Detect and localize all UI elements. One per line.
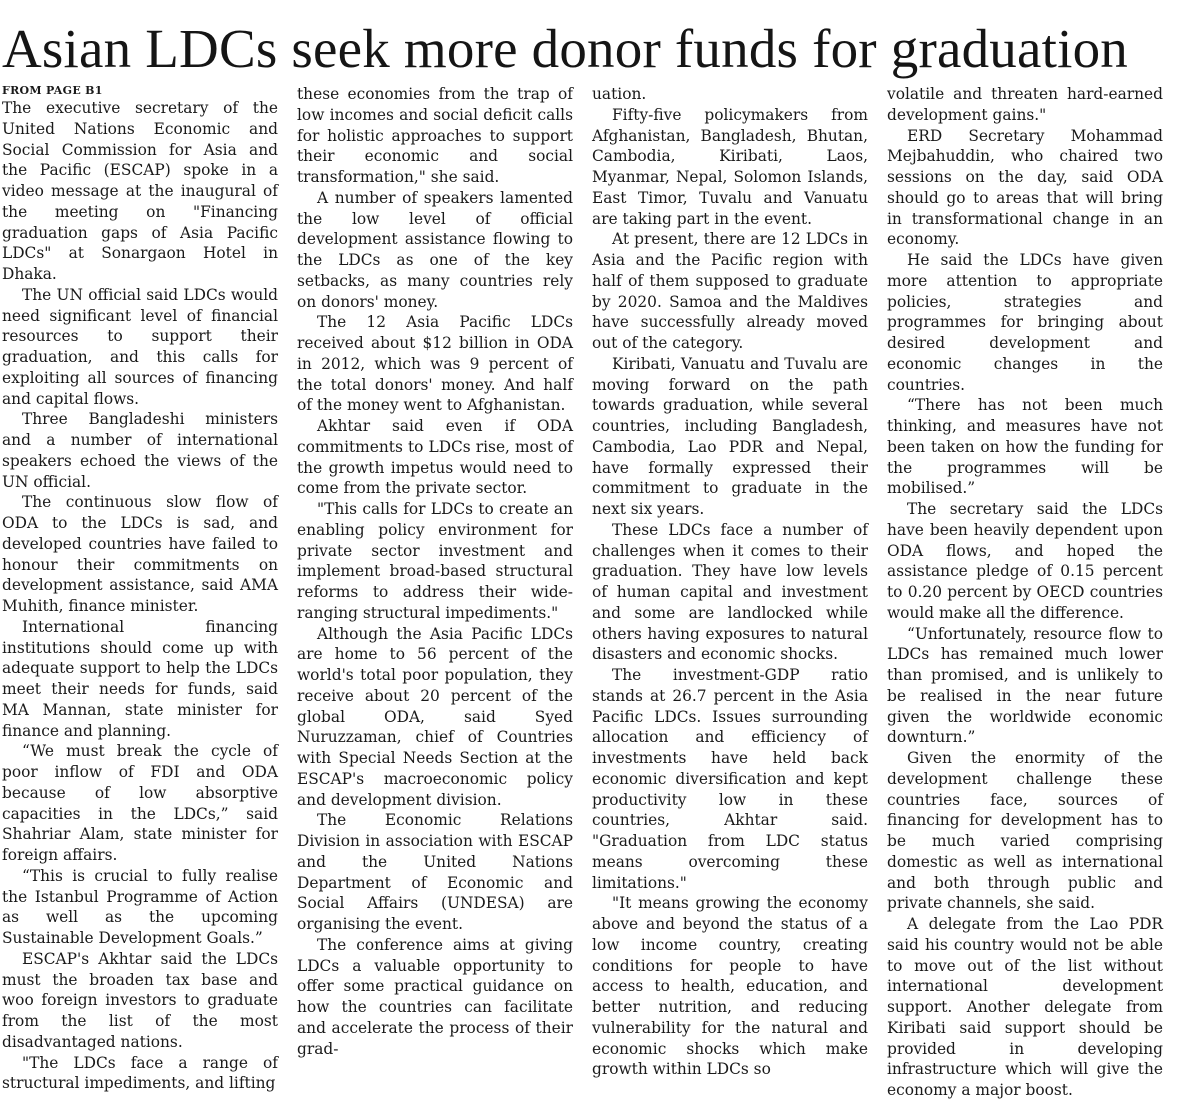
paragraph: uation. bbox=[592, 85, 647, 103]
paragraph: ERD Secretary Mohammad Mejbahuddin, who chaired two sessions on the day, said ODA should go to areas that will bring in transformational change in an economy. bbox=[887, 126, 1163, 249]
article-headline: Asian LDCs seek more donor funds for graduation bbox=[2, 18, 1128, 79]
paragraph: “This is crucial to fully realise the Istanbul Programme of Action as well as the upcoming Sustainable Development Goals.” bbox=[2, 866, 278, 947]
paragraph: He said the LDCs have given more attention to appropriate policies, strategies and programmes for bringing about desired development and economic changes in the countries. bbox=[887, 251, 1163, 394]
paragraph: Three Bangladeshi ministers and a number of international speakers echoed the views of the UN official. bbox=[2, 410, 278, 491]
paragraph: A delegate from the Lao PDR said his country would not be able to move out of the list without international development support. Another delegate from Kiribati said support should be provided in developing infrastructure which will give the economy a major boost. bbox=[887, 915, 1163, 1099]
article-body bbox=[2, 84, 1164, 1099]
article-column-4 bbox=[887, 84, 1163, 1099]
paragraph: ESCAP's Akhtar said the LDCs must the broaden tax base and woo foreign investors to graduate from the list of the most disadvantaged nations. bbox=[2, 949, 278, 1051]
paragraph: The investment-GDP ratio stands at 26.7 percent in the Asia Pacific LDCs. Issues surrounding allocation and efficiency of investments have held back economic diversification and kept productivity low in these countries, Akhtar said. "Graduation from LDC status means overcoming these limitations." bbox=[592, 666, 868, 892]
paragraph: The 12 Asia Pacific LDCs received about $12 billion in ODA in 2012, which was 9 percent of the total donors' money. And half of the money went to Afghanistan. bbox=[297, 313, 573, 415]
paragraph: Akhtar said even if ODA commitments to LDCs rise, most of the growth impetus would need to come from the private sector. bbox=[297, 417, 573, 498]
paragraph: “We must break the cycle of poor inflow of FDI and ODA because of low absorptive capacities in the LDCs,” said Shahriar Alam, state minister for foreign affairs. bbox=[2, 742, 278, 864]
paragraph: International financing institutions should come up with adequate support to help the LDCs meet their needs for funds, said MA Mannan, state minister for finance and planning. bbox=[2, 617, 278, 740]
paragraph: Given the enormity of the development challenge these countries face, sources of financing for development has to be much varied comprising domestic as well as international and both through public and private channels, she said. bbox=[887, 749, 1163, 913]
article-column-2 bbox=[297, 84, 573, 1058]
paragraph: "This calls for LDCs to create an enabling policy environment for private sector investment and implement broad-based structural reforms to address their wide-ranging structural impediments." bbox=[297, 500, 573, 622]
article-column-1 bbox=[2, 84, 278, 1093]
paragraph: “Unfortunately, resource flow to LDCs has remained much lower than promised, and is unlikely to be realised in the near future given the worldwide economic downturn.” bbox=[887, 624, 1163, 747]
article-column-3 bbox=[592, 84, 868, 1079]
paragraph: These LDCs face a number of challenges when it comes to their graduation. They have low levels of human capital and investment and some are landlocked while others having exposures to natural disasters and economic shocks. bbox=[592, 520, 868, 664]
paragraph: Kiribati, Vanuatu and Tuvalu are moving forward on the path towards graduation, while several countries, including Bangladesh, Cambodia, Lao PDR and Nepal, have formally expressed their commitment to graduate in the next six years. bbox=[592, 354, 868, 518]
paragraph: The conference aims at giving LDCs a valuable opportunity to offer some practical guidance on how the countries can facilitate and accelerate the process of their grad- bbox=[297, 935, 573, 1058]
paragraph: Although the Asia Pacific LDCs are home to 56 percent of the world's total poor population, they receive about 20 percent of the global ODA, said Syed Nuruzzaman, chief of Countries with Special Needs Section at the ESCAP's macroeconomic policy and development division. bbox=[297, 624, 573, 809]
paragraph: volatile and threaten hard-earned development gains." bbox=[887, 85, 1163, 124]
paragraph: A number of speakers lamented the low level of official development assistance flowing to the LDCs as one of the key setbacks, as many countries rely on donors' money. bbox=[297, 188, 573, 311]
paragraph: “There has not been much thinking, and measures have not been taken on how the funding for the programmes will be mobilised.” bbox=[887, 396, 1163, 498]
paragraph: these economies from the trap of low incomes and social deficit calls for holistic approaches to support their economic and social transformation," she said. bbox=[297, 85, 573, 186]
paragraph: "The LDCs face a range of structural impediments, and lifting bbox=[2, 1053, 278, 1093]
paragraph: The Economic Relations Division in association with ESCAP and the United Nations Department of Economic and Social Affairs (UNDESA) are organising the event. bbox=[297, 811, 573, 933]
paragraph: "It means growing the economy above and beyond the status of a low income country, creating conditions for people to have access to health, education, and better nutrition, and reducing vulnerability for the natural and economic shocks which make growth within LDCs so bbox=[592, 894, 868, 1079]
paragraph: The executive secretary of the United Nations Economic and Social Commission for Asia and the Pacific (ESCAP) spoke in a video message at the inaugural of the meeting on "Financing graduation gaps of Asia Pacific LDCs" at Sonargaon Hotel in Dhaka. bbox=[2, 99, 278, 283]
paragraph: At present, there are 12 LDCs in Asia and the Pacific region with half of them supposed to graduate by 2020. Samoa and the Maldives have successfully already moved out of the category. bbox=[592, 230, 868, 352]
paragraph: The secretary said the LDCs have been heavily dependent upon ODA flows, and hoped the assistance pledge of 0.15 percent to 0.20 percent by OECD countries would make all the difference. bbox=[887, 500, 1163, 622]
paragraph: The UN official said LDCs would need significant level of financial resources to support their graduation, and this calls for exploiting all sources of financing and capital flows. bbox=[2, 285, 278, 408]
continuation-label: FROM PAGE B1 bbox=[2, 84, 103, 97]
paragraph: Fifty-five policymakers from Afghanistan, Bangladesh, Bhutan, Cambodia, Kiribati, Laos, Myanmar, Nepal, Solomon Islands, East Timor, Tuvalu and Vanuatu are taking part in the event. bbox=[592, 105, 868, 228]
paragraph: The continuous slow flow of ODA to the LDCs is sad, and developed countries have failed to honour their commitments on development assistance, said AMA Muhith, finance minister. bbox=[2, 493, 278, 615]
